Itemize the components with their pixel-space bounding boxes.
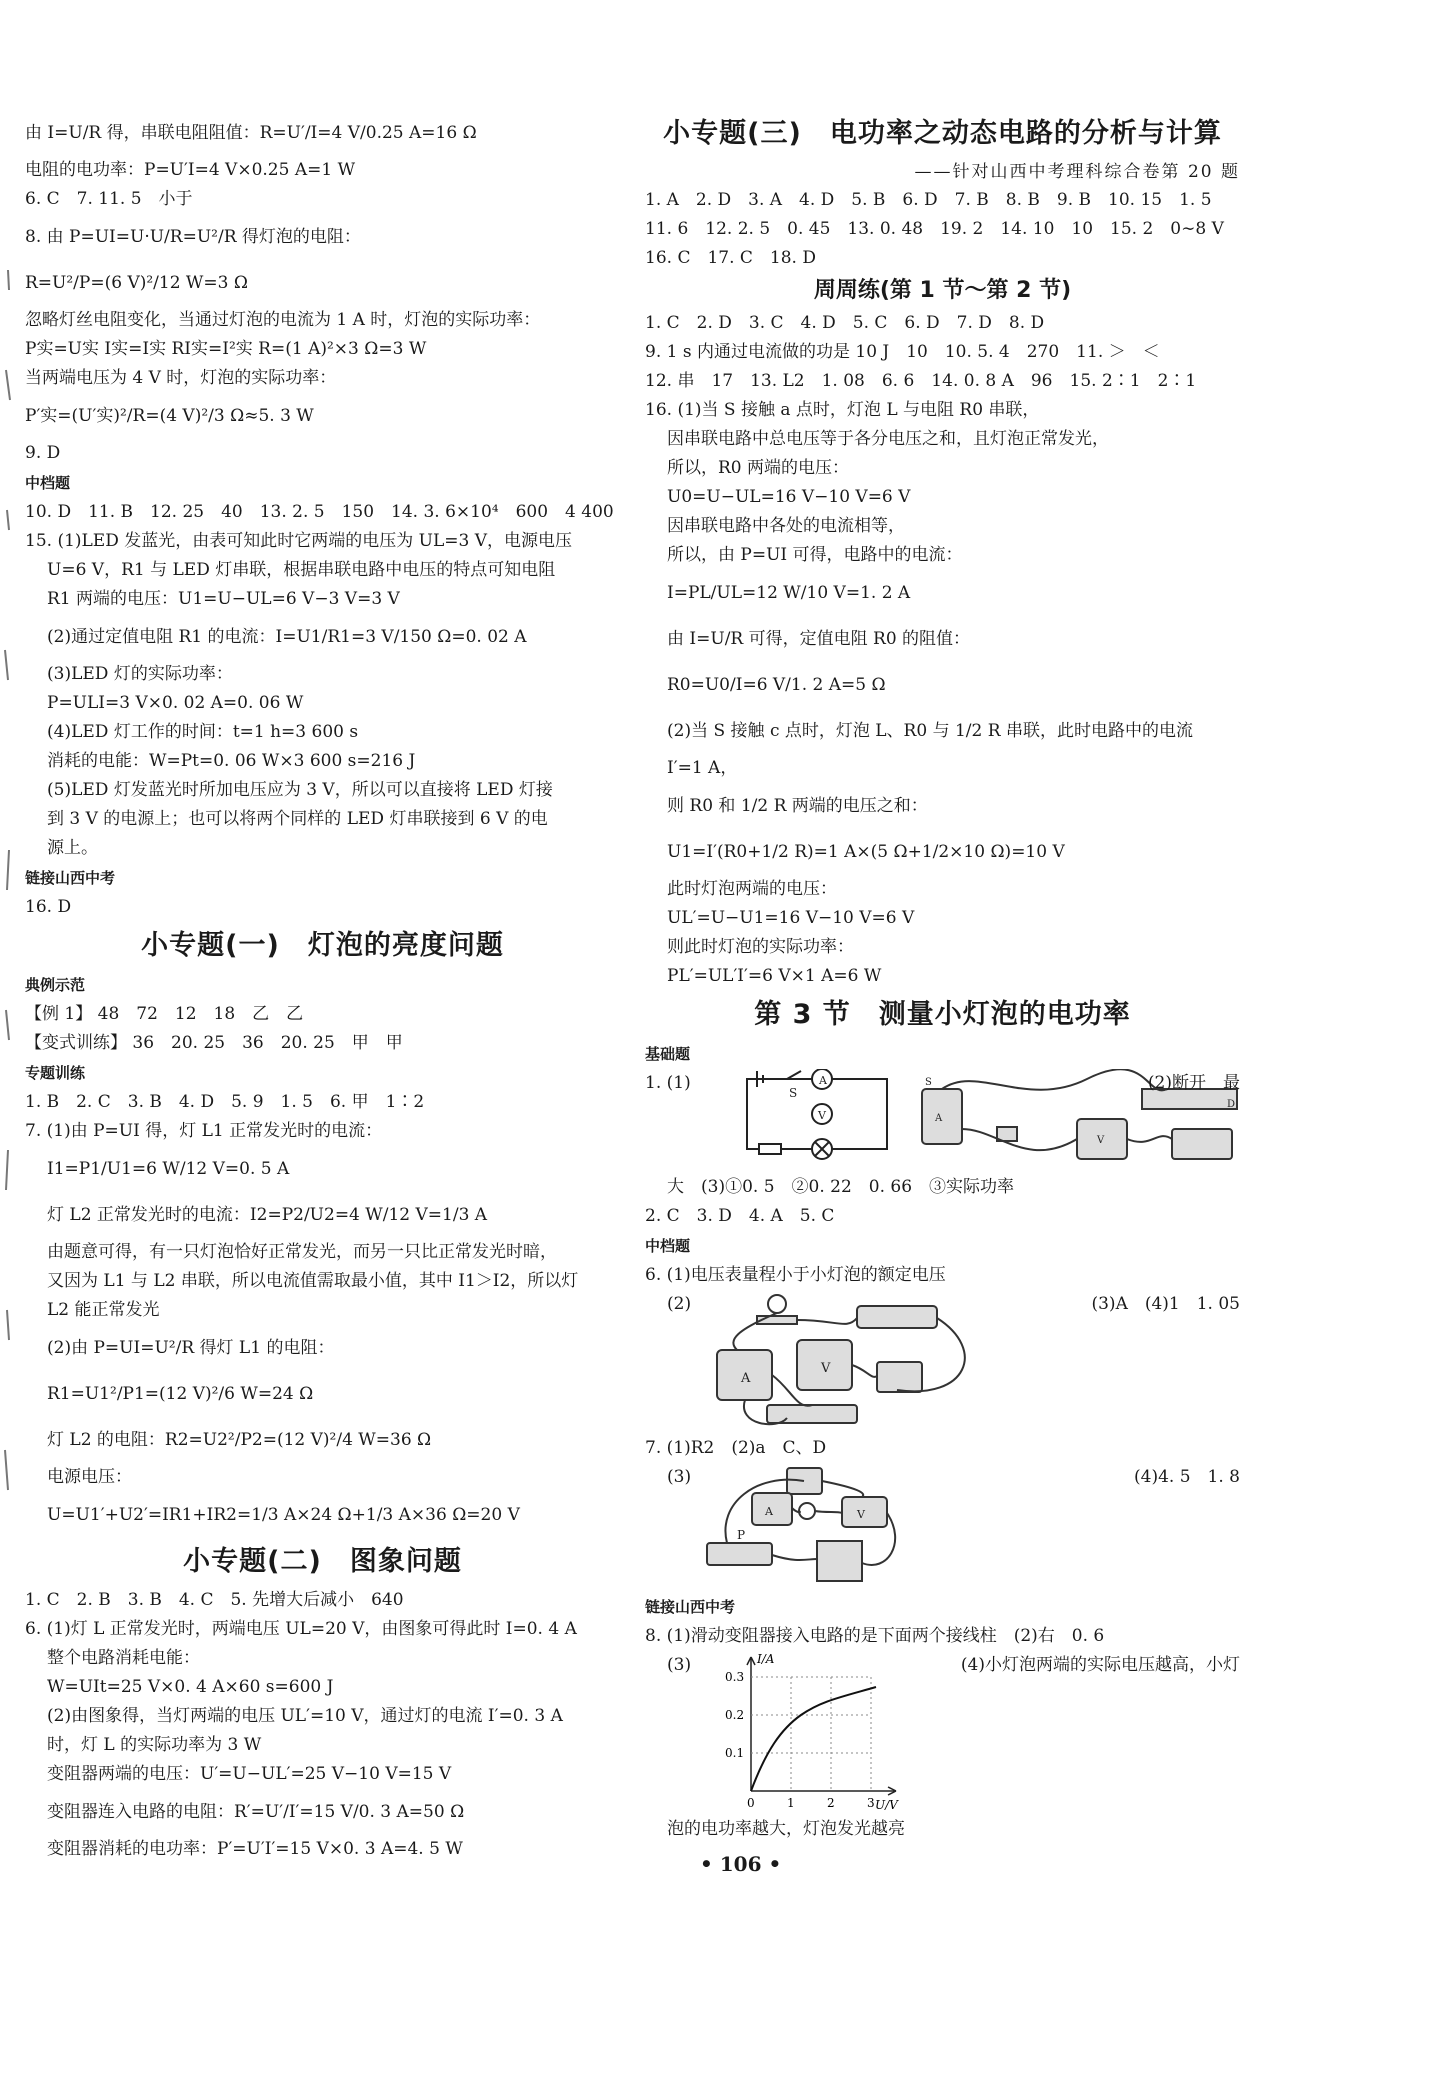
answer-line: 因串联电路中各处的电流相等，	[667, 516, 905, 536]
answer-line: 由题意可得，有一只灯泡恰好正常发光，而另一只比正常发光时暗，	[47, 1242, 557, 1262]
section-note: ——针对山西中考理科综合卷第 20 题	[914, 162, 1240, 182]
figure-aside-text: (3)A (4)1 1. 05	[1091, 1294, 1240, 1314]
svg-text:V: V	[1096, 1135, 1104, 1146]
answer-line: 所以，由 P=UI 可得，电路中的电流：	[667, 545, 963, 565]
answer-line: 8. (1)滑动变阻器接入电路的是下面两个接线柱 (2)右 0. 6	[645, 1626, 1105, 1646]
left-column	[25, 110, 620, 1864]
graph-xtick: 3	[867, 1796, 875, 1810]
figure-aside-text: (2)断开 最	[1147, 1073, 1240, 1093]
answer-line: 11. 6 12. 2. 5 0. 45 13. 0. 48 19. 2 14. 10 10 15. 2 0∼8 V	[645, 219, 1224, 239]
figure-aside-text: (4)小灯泡两端的实际电压越高，小灯	[960, 1655, 1240, 1675]
answer-line: 12. 串 17 13. L2 1. 08 6. 6 14. 0. 8 A 96 15. 2∶1 2∶1	[645, 371, 1197, 391]
graph-ytick: 0.1	[725, 1746, 745, 1760]
answer-line: 6. C 7. 11. 5 小于	[25, 189, 193, 209]
graph-xtick: 2	[827, 1796, 835, 1810]
answer-line: 9. 1 s 内通过电流做的功是 10 J 10 10. 5. 4 270 11. ＞ ＜	[645, 342, 1160, 362]
answer-line: 【例 1】 48 72 12 18 乙 乙	[25, 1004, 304, 1024]
answer-line: 变阻器连入电路的电阻：R′=U′/I′=15 V/0. 3 A=50 Ω	[47, 1802, 465, 1822]
answer-line: 16. D	[25, 897, 72, 917]
circuit-figure	[697, 1463, 917, 1592]
figure-item	[645, 1069, 1240, 1173]
answer-line: 1. B 2. C 3. B 4. D 5. 9 1. 5 6. 甲 1∶2	[25, 1092, 425, 1112]
answer-line: 【变式训练】 36 20. 25 36 20. 25 甲 甲	[25, 1033, 403, 1053]
section-title: 小专题(一) 灯泡的亮度问题	[141, 930, 504, 961]
answer-line: 因串联电路中总电压等于各分电压之和，且灯泡正常发光，	[667, 429, 1109, 449]
svg-text:S: S	[788, 1086, 797, 1100]
svg-text:A: A	[765, 1505, 774, 1518]
answer-line: 7. (1)由 P=UI 得，灯 L1 正常发光时的电流：	[25, 1121, 383, 1141]
answer-line: 6. (1)灯 L 正常发光时，两端电压 UL=20 V，由图象可得此时 I=0. 4 A	[25, 1619, 577, 1639]
answer-line: 由 I=U/R 可得，定值电阻 R0 的阻值：	[667, 629, 971, 649]
section-title: 小专题(二) 图象问题	[183, 1546, 462, 1577]
figure-label: (3)	[667, 1467, 692, 1487]
svg-text:A: A	[818, 1074, 827, 1087]
section-label: 专题训练	[25, 1064, 86, 1082]
answer-line: 变阻器消耗的电功率：P′=U′I′=15 V×0. 3 A=4. 5 W	[47, 1839, 463, 1859]
figure-label: 1. (1)	[645, 1073, 691, 1093]
answer-line: (2)当 S 接触 c 点时，灯泡 L、R0 与 1/2 R 串联，此时电路中的电流	[667, 721, 1193, 741]
section-label: 中档题	[25, 474, 71, 492]
answer-line: P′实=(U′实)²/R=(4 V)²/3 Ω≈5. 3 W	[25, 406, 314, 426]
answer-line: 泡的电功率越大，灯泡发光越亮	[667, 1819, 905, 1839]
svg-text:P: P	[737, 1528, 746, 1542]
answer-line: 7. (1)R2 (2)a C、D	[645, 1438, 827, 1458]
section-label: 基础题	[645, 1045, 691, 1063]
answer-line: I′=1 A，	[667, 758, 738, 778]
section-title: 第 3 节 测量小灯泡的电功率	[754, 999, 1131, 1030]
answer-line: U=6 V，R1 与 LED 灯串联，根据串联电路中电压的特点可知电阻	[47, 560, 556, 580]
answer-line: 1. C 2. B 3. B 4. C 5. 先增大后减小 640	[25, 1590, 404, 1610]
graph-xlabel: U/V	[875, 1798, 898, 1811]
answer-line: 8. 由 P=UI=U·U/R=U²/R 得灯泡的电阻：	[25, 227, 361, 247]
answer-line: 到 3 V 的电源上；也可以将两个同样的 LED 灯串联接到 6 V 的电	[47, 809, 548, 829]
answer-line: U=U1′+U2′=IR1+IR2=1/3 A×24 Ω+1/3 A×36 Ω=20 V	[47, 1505, 520, 1525]
answer-line: 则此时灯泡的实际功率：	[667, 937, 854, 957]
svg-text:V: V	[821, 1361, 831, 1376]
answer-line: 时，灯 L 的实际功率为 3 W	[47, 1735, 262, 1755]
answer-line: U1=I′(R0+1/2 R)=1 A×(5 Ω+1/2×10 Ω)=10 V	[667, 842, 1065, 862]
answer-line: 电阻的电功率：P=U′I=4 V×0.25 A=1 W	[25, 160, 356, 180]
answer-line: (2)由图象得，当灯两端的电压 UL′=10 V，通过灯的电流 I′=0. 3 A	[47, 1706, 563, 1726]
section-label: 链接山西中考	[25, 869, 116, 887]
answer-line: 2. C 3. D 4. A 5. C	[645, 1206, 835, 1226]
figure-item	[645, 1651, 1240, 1815]
answer-line: 6. (1)电压表量程小于小灯泡的额定电压	[645, 1265, 946, 1285]
answer-line: 由 I=U/R 得，串联电阻阻值：R=U′/I=4 V/0.25 A=16 Ω	[25, 123, 477, 143]
answer-line: 又因为 L1 与 L2 串联，所以电流值需取最小值，其中 I1＞I2，所以灯	[47, 1271, 579, 1291]
figure-item	[645, 1463, 1240, 1592]
answer-line: 1. A 2. D 3. A 4. D 5. B 6. D 7. B 8. B 9. B 10. 15 1. 5	[645, 190, 1212, 210]
answer-line: P实=U实 I实=I实 RI实=I²实 R=(1 A)²×3 Ω=3 W	[25, 339, 427, 359]
circuit-figure	[697, 1290, 997, 1434]
svg-text:A: A	[741, 1371, 751, 1386]
margin-scan-marks	[0, 250, 18, 1550]
right-column	[645, 110, 1240, 1844]
answer-line: 消耗的电能：W=Pt=0. 06 W×3 600 s=216 J	[47, 751, 416, 771]
section-label: 典例示范	[25, 976, 86, 994]
section-label: 中档题	[645, 1237, 691, 1255]
graph-ytick: 0.3	[725, 1670, 745, 1684]
svg-text:V: V	[817, 1109, 826, 1122]
answer-line: 9. D	[25, 443, 61, 463]
answer-line: (2)由 P=UI=U²/R 得灯 L1 的电阻：	[47, 1338, 335, 1358]
answer-line: R1=U1²/P1=(12 V)²/6 W=24 Ω	[47, 1384, 314, 1404]
answer-line: L2 能正常发光	[47, 1300, 160, 1320]
svg-text:A: A	[934, 1113, 942, 1124]
answer-line: (2)通过定值电阻 R1 的电流：I=U1/R1=3 V/150 Ω=0. 02 A	[47, 627, 527, 647]
section-subtitle: 周周练(第 1 节～第 2 节)	[813, 278, 1072, 303]
figure-label: (3)	[667, 1655, 692, 1675]
answer-line: R=U²/P=(6 V)²/12 W=3 Ω	[25, 273, 248, 293]
svg-text:V: V	[857, 1508, 866, 1521]
graph-ylabel: I/A	[757, 1652, 775, 1666]
answer-line: 则 R0 和 1/2 R 两端的电压之和：	[667, 796, 928, 816]
graph-xtick: 1	[787, 1796, 795, 1810]
svg-text:D: D	[1226, 1099, 1235, 1110]
answer-line: 此时灯泡两端的电压：	[667, 879, 837, 899]
answer-line: 电源电压：	[47, 1467, 132, 1487]
page-number: • 106 •	[700, 1852, 782, 1876]
answer-line: 10. D 11. B 12. 25 40 13. 2. 5 150 14. 3. 6×10⁴ 600 4 400	[25, 502, 614, 522]
graph-ytick: 0.2	[725, 1708, 745, 1722]
answer-line: 1. C 2. D 3. C 4. D 5. C 6. D 7. D 8. D	[645, 313, 1045, 333]
answer-line: R1 两端的电压：U1=U−UL=6 V−3 V=3 V	[47, 589, 400, 609]
answer-line: I1=P1/U1=6 W/12 V=0. 5 A	[47, 1159, 290, 1179]
answer-line: 变阻器两端的电压：U′=U−UL′=25 V−10 V=15 V	[47, 1764, 452, 1784]
answer-line: 15. (1)LED 发蓝光，由表可知此时它两端的电压为 UL=3 V，电源电压	[25, 531, 573, 551]
section-title: 小专题(三) 电功率之动态电路的分析与计算	[663, 118, 1222, 149]
figure-item	[645, 1290, 1240, 1434]
answer-line: W=UIt=25 V×0. 4 A×60 s=600 J	[47, 1677, 334, 1697]
answer-line: 16. C 17. C 18. D	[645, 248, 816, 268]
answer-line: R0=U0/I=6 V/1. 2 A=5 Ω	[667, 675, 886, 695]
answer-line: P=ULI=3 V×0. 02 A=0. 06 W	[47, 693, 304, 713]
answer-line: (5)LED 灯发蓝光时所加电压应为 3 V，所以可以直接将 LED 灯接	[47, 780, 553, 800]
figure-aside-text: (4)4. 5 1. 8	[1134, 1467, 1240, 1487]
answer-line: U0=U−UL=16 V−10 V=6 V	[667, 487, 911, 507]
answer-line: (4)LED 灯工作的时间：t=1 h=3 600 s	[47, 722, 359, 742]
svg-text:S: S	[924, 1077, 932, 1088]
answer-line: 忽略灯丝电阻变化，当通过灯泡的电流为 1 A 时，灯泡的实际功率：	[25, 310, 541, 330]
graph-xtick: 0	[747, 1796, 755, 1810]
iu-graph	[711, 1651, 901, 1815]
answer-line: (3)LED 灯的实际功率：	[47, 664, 233, 684]
answer-line: 大 (3)①0. 5 ②0. 22 0. 66 ③实际功率	[667, 1177, 1015, 1197]
section-label: 链接山西中考	[645, 1598, 736, 1616]
answer-line: 整个电路消耗电能：	[47, 1648, 200, 1668]
answer-line: UL′=U−U1=16 V−10 V=6 V	[667, 908, 915, 928]
answer-line: 所以，R0 两端的电压：	[667, 458, 850, 478]
figure-label: (2)	[667, 1294, 692, 1314]
answer-line: 当两端电压为 4 V 时，灯泡的实际功率：	[25, 368, 337, 388]
answer-line: 灯 L2 的电阻：R2=U2²/P2=(12 V)²/4 W=36 Ω	[47, 1430, 432, 1450]
answer-line: 源上。	[47, 838, 98, 858]
answer-line: 灯 L2 正常发光时的电流：I2=P2/U2=4 W/12 V=1/3 A	[47, 1205, 488, 1225]
answer-line: PL′=UL′I′=6 V×1 A=6 W	[667, 966, 882, 986]
answer-line: I=PL/UL=12 W/10 V=1. 2 A	[667, 583, 911, 603]
answer-line: 16. (1)当 S 接触 a 点时，灯泡 L 与电阻 R0 串联，	[645, 400, 1040, 420]
